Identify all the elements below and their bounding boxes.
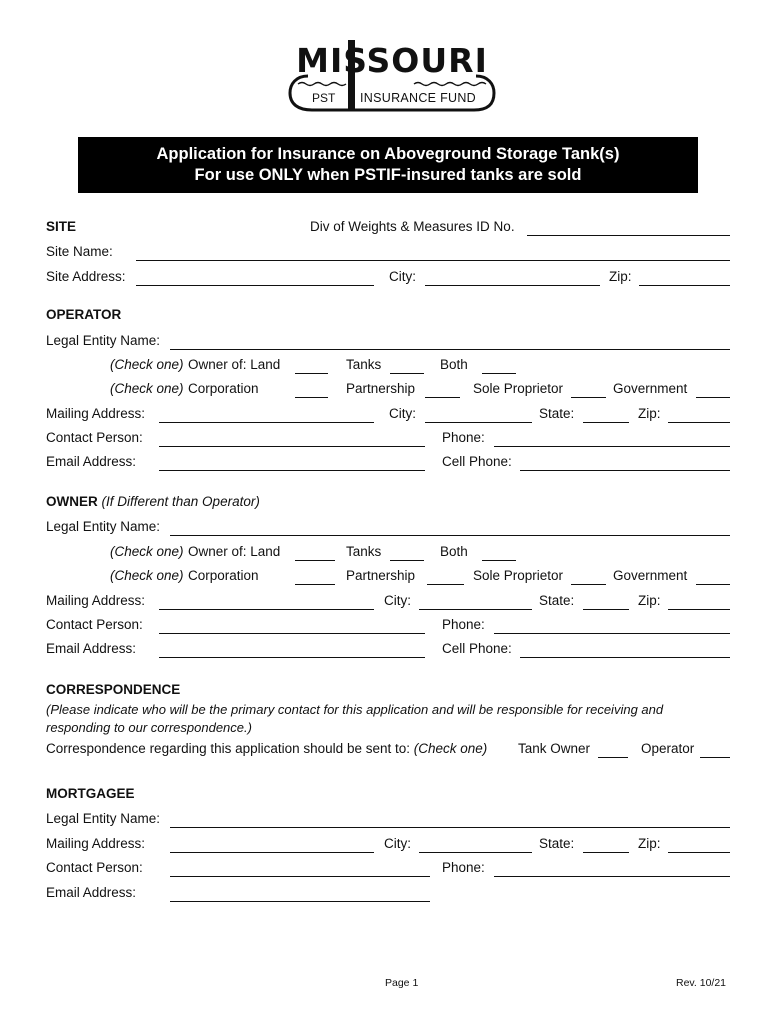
operator-contact-field[interactable] [159, 446, 425, 447]
owner-heading: OWNER [46, 494, 98, 509]
operator-state-field[interactable] [583, 422, 629, 423]
correspondence-note-line1: (Please indicate who will be the primary contact for this application and will be responsible for receiving and [46, 702, 664, 717]
owner-both-check[interactable] [482, 560, 516, 561]
operator-phone-label: Phone: [442, 430, 485, 445]
mortgagee-contact-label: Contact Person: [46, 860, 143, 875]
owner-state-label: State: [539, 593, 575, 608]
site-zip-field[interactable] [639, 285, 730, 286]
owner-zip-label: Zip: [638, 593, 661, 608]
owner-legal-field[interactable] [170, 535, 730, 536]
owner-government-check[interactable] [696, 584, 730, 585]
owner-heading-row [46, 495, 260, 509]
missouri-pstif-logo [286, 40, 498, 114]
mortgagee-state-field[interactable] [583, 852, 629, 853]
operator-tanks-check[interactable] [390, 373, 424, 374]
owner-city-field[interactable] [419, 609, 532, 610]
operator-legal-field[interactable] [170, 349, 730, 350]
mortgagee-city-label: City: [384, 836, 411, 851]
correspondence-heading: CORRESPONDENCE [46, 682, 181, 697]
operator-land-check[interactable] [295, 373, 328, 374]
site-city-field[interactable] [425, 285, 600, 286]
mortgagee-legal-label: Legal Entity Name: [46, 811, 161, 826]
correspondence-check-one: (Check one) [413, 741, 488, 756]
owner-email-label: Email Address: [46, 641, 137, 656]
owner-tanks-check[interactable] [390, 560, 424, 561]
owner-contact-label: Contact Person: [46, 617, 143, 632]
operator-cell-label: Cell Phone: [442, 454, 512, 469]
owner-sole-proprietor-label: Sole Proprietor [473, 568, 564, 583]
owner-city-label: City: [384, 593, 411, 608]
mortgagee-heading: MORTGAGEE [46, 786, 135, 801]
dwm-id-field[interactable] [527, 235, 730, 236]
operator-email-field[interactable] [159, 470, 425, 471]
mortgagee-phone-field[interactable] [494, 876, 730, 877]
svg-text:PST: PST [312, 91, 336, 105]
form-subtitle: For use ONLY when PSTIF-insured tanks are sold [194, 166, 582, 184]
owner-land-check[interactable] [295, 560, 335, 561]
mortgagee-zip-label: Zip: [638, 836, 661, 851]
operator-government-label: Government [613, 381, 688, 396]
owner-phone-field[interactable] [494, 633, 730, 634]
correspondence-tank-owner-label: Tank Owner [518, 741, 591, 756]
mortgagee-email-label: Email Address: [46, 885, 137, 900]
correspondence-sent-to-row [46, 742, 487, 756]
owner-check-one-1: (Check one) [110, 544, 184, 559]
mortgagee-zip-field[interactable] [668, 852, 730, 853]
owner-land-label: Owner of: Land [188, 544, 281, 559]
operator-cell-field[interactable] [520, 470, 730, 471]
mortgagee-phone-label: Phone: [442, 860, 485, 875]
operator-partnership-check[interactable] [425, 397, 460, 398]
owner-state-field[interactable] [583, 609, 629, 610]
owner-both-label: Both [440, 544, 468, 559]
owner-cell-field[interactable] [520, 657, 730, 658]
operator-mailing-label: Mailing Address: [46, 406, 146, 421]
owner-corporation-check[interactable] [295, 584, 335, 585]
mortgagee-mailing-field[interactable] [170, 852, 374, 853]
mortgagee-email-field[interactable] [170, 901, 430, 902]
site-address-label: Site Address: [46, 269, 126, 284]
site-name-field[interactable] [136, 260, 730, 261]
operator-corporation-label: Corporation [188, 381, 259, 396]
operator-email-label: Email Address: [46, 454, 137, 469]
owner-mailing-label: Mailing Address: [46, 593, 146, 608]
owner-check-one-2: (Check one) [110, 568, 184, 583]
owner-government-label: Government [613, 568, 688, 583]
correspondence-note-line2: responding to our correspondence.) [46, 720, 252, 735]
operator-heading: OPERATOR [46, 307, 122, 322]
correspondence-tank-owner-check[interactable] [598, 757, 628, 758]
mortgagee-contact-field[interactable] [170, 876, 430, 877]
correspondence-operator-label: Operator [641, 741, 695, 756]
owner-cell-label: Cell Phone: [442, 641, 512, 656]
page-number: Page 1 [385, 977, 419, 989]
operator-tanks-label: Tanks [346, 357, 382, 372]
site-name-label: Site Name: [46, 244, 113, 259]
owner-zip-field[interactable] [668, 609, 730, 610]
form-title: Application for Insurance on Aboveground Storage Tank(s) [156, 145, 620, 163]
site-heading: SITE [46, 219, 77, 234]
operator-sole-proprietor-label: Sole Proprietor [473, 381, 564, 396]
owner-email-field[interactable] [159, 657, 425, 658]
owner-contact-field[interactable] [159, 633, 425, 634]
operator-check-one-2: (Check one) [110, 381, 184, 396]
owner-sole-proprietor-check[interactable] [571, 584, 606, 585]
operator-check-one-1: (Check one) [110, 357, 184, 372]
revision-date: Rev. 10/21 [676, 977, 727, 989]
operator-legal-label: Legal Entity Name: [46, 333, 161, 348]
owner-partnership-check[interactable] [427, 584, 464, 585]
owner-heading-note: (If Different than Operator) [101, 494, 260, 509]
operator-corporation-check[interactable] [295, 397, 328, 398]
mortgagee-state-label: State: [539, 836, 575, 851]
owner-legal-label: Legal Entity Name: [46, 519, 161, 534]
svg-text:INSURANCE FUND: INSURANCE FUND [360, 91, 477, 105]
operator-zip-field[interactable] [668, 422, 730, 423]
operator-both-check[interactable] [482, 373, 516, 374]
owner-tanks-label: Tanks [346, 544, 382, 559]
owner-mailing-field[interactable] [159, 609, 374, 610]
operator-state-label: State: [539, 406, 575, 421]
dwm-id-label: Div of Weights & Measures ID No. [310, 219, 515, 234]
operator-city-label: City: [389, 406, 416, 421]
form-title-banner [78, 137, 698, 193]
owner-phone-label: Phone: [442, 617, 485, 632]
owner-partnership-label: Partnership [346, 568, 416, 583]
svg-text:MISSOURI: MISSOURI [296, 41, 488, 80]
mortgagee-city-field[interactable] [419, 852, 532, 853]
mortgagee-mailing-label: Mailing Address: [46, 836, 146, 851]
operator-phone-field[interactable] [494, 446, 730, 447]
site-city-label: City: [389, 269, 416, 284]
mortgagee-legal-field[interactable] [170, 827, 730, 828]
correspondence-sent-to-label: Correspondence regarding this application should be sent to: [46, 741, 410, 756]
owner-corporation-label: Corporation [188, 568, 259, 583]
operator-government-check[interactable] [696, 397, 730, 398]
operator-zip-label: Zip: [638, 406, 661, 421]
operator-mailing-field[interactable] [159, 422, 374, 423]
operator-contact-label: Contact Person: [46, 430, 143, 445]
site-address-field[interactable] [136, 285, 374, 286]
operator-land-label: Owner of: Land [188, 357, 281, 372]
operator-both-label: Both [440, 357, 468, 372]
correspondence-operator-check[interactable] [700, 757, 730, 758]
operator-partnership-label: Partnership [346, 381, 416, 396]
operator-city-field[interactable] [425, 422, 532, 423]
operator-sole-proprietor-check[interactable] [571, 397, 606, 398]
site-zip-label: Zip: [609, 269, 632, 284]
